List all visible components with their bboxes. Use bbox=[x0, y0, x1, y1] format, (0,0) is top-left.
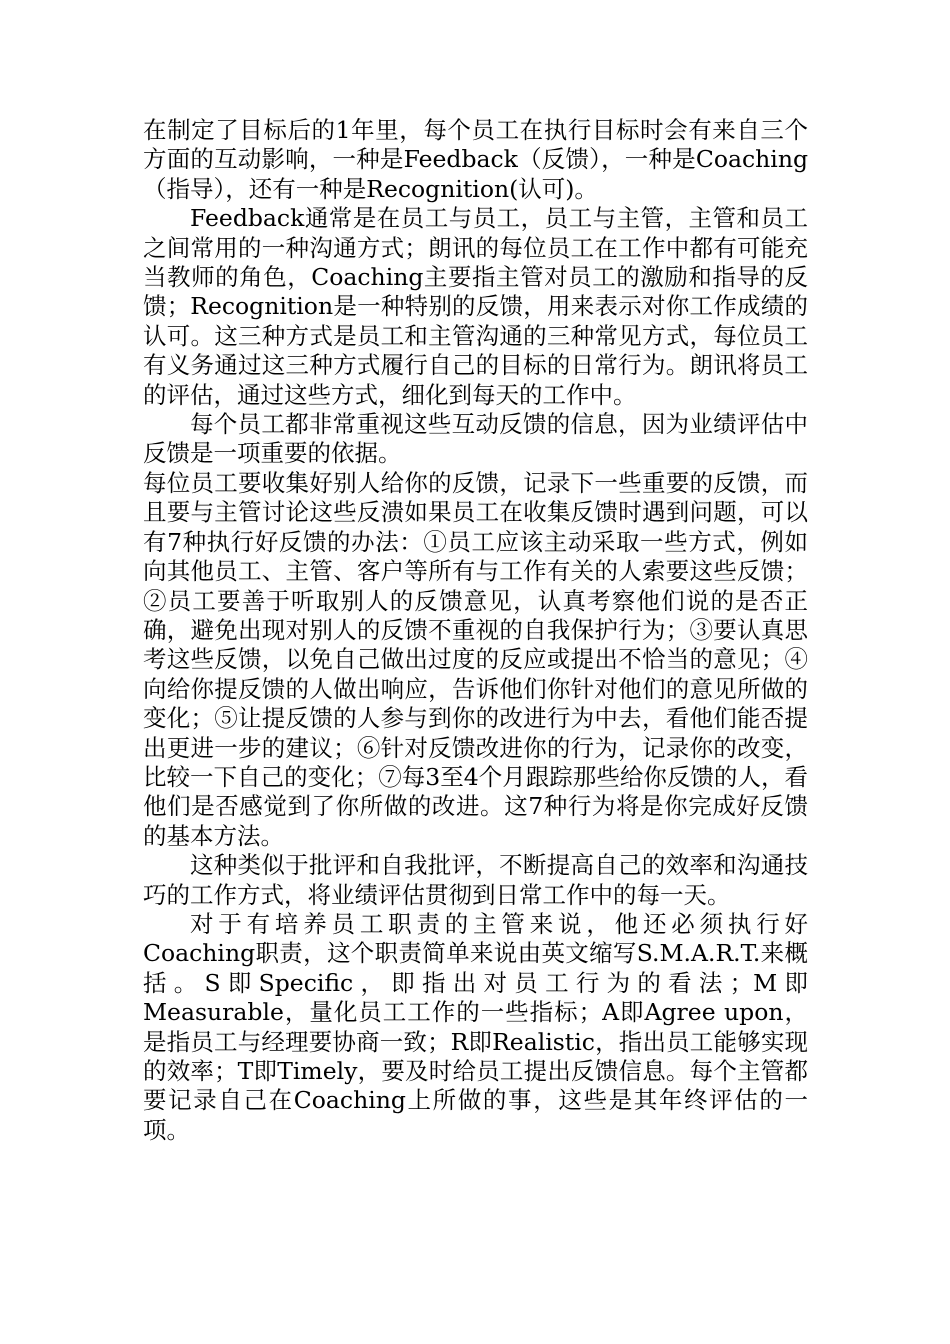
paragraph-self-criticism: 这种类似于批评和自我批评，不断提高自己的效率和沟通技巧的工作方式，将业绩评估贯彻到日常工作中的每一天。 bbox=[143, 851, 808, 909]
paragraph-feedback-methods: 每位员工要收集好别人给你的反馈，记录下一些重要的反馈，而且要与主管讨论这些反溃如果员工在收集反馈时遇到问题，可以有7种执行好反馈的办法：①员工应该主动采取一些方式，例如向其他员工、主管、客户等所有与工作有关的人索要这些反馈；②员工要善于听取别人的反馈意见，认真考察他们说的是否正确，避免出现对别人的反馈不重视的自我保护行为；③要认真思考这些反馈，以免自己做出过度的反应或提出不恰当的意见；④向给你提反馈的人做出响应，告诉他们你针对他们的意见所做的变化；⑤让提反馈的人参与到你的改进行为中去，看他们能否提出更进一步的建议；⑥针对反馈改进你的行为，记录你的改变，比较一下自己的变化；⑦每3至4个月跟踪那些给你反馈的人，看他们是否感觉到了你所做的改进。这7种行为将是你完成好反馈的基本方法。 bbox=[143, 468, 808, 850]
paragraph-goal-interactions: 在制定了目标后的1年里，每个员工在执行目标时会有来自三个方面的互动影响，一种是Feedback（反馈），一种是Coaching（指导），还有一种是Recognition(认可)。 bbox=[143, 116, 808, 203]
paragraph-coaching-smart: 对于有培养员工职责的主管来说，他还必须执行好Coaching职责，这个职责简单来说由英文缩写S.M.A.R.T.来概括。S即Specific，即指出对员工行为的看法；M即Measurable，量化员工工作的一些指标；A即Agree upon，是指员工与经理要协商一致；R即Realistic，指出员工能够实现的效率；T即Timely，要及时给员工提出反馈信息。每个主管都要记录自己在Coaching上所做的事，这些是其年终评估的一项。 bbox=[143, 909, 808, 1144]
document-body bbox=[143, 116, 808, 1145]
paragraph-feedback-importance: 每个员工都非常重视这些互动反馈的信息，因为业绩评估中反馈是一项重要的依据。 bbox=[143, 410, 808, 468]
paragraph-feedback-definition: Feedback通常是在员工与员工，员工与主管，主管和员工之间常用的一种沟通方式；朗讯的每位员工在工作中都有可能充当教师的角色，Coaching主要指主管对员工的激励和指导的反馈；Recognition是一种特别的反馈，用来表示对你工作成绩的认可。这三种方式是员工和主管沟通的三种常见方式，每位员工有义务通过这三种方式履行自己的目标的日常行为。朗讯将员工的评估，通过这些方式，细化到每天的工作中。 bbox=[143, 204, 808, 409]
